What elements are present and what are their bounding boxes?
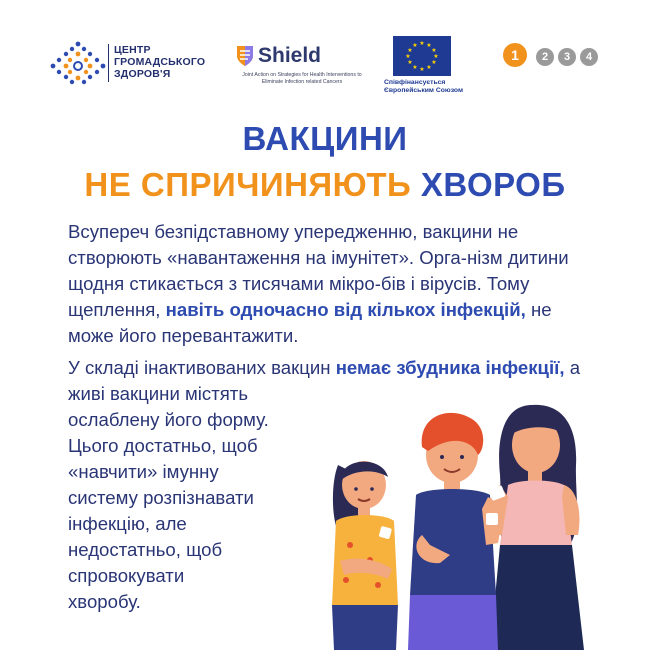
svg-text:★: ★ — [426, 42, 432, 49]
public-health-center-logo — [50, 40, 206, 86]
svg-text:★: ★ — [412, 42, 418, 49]
title-line2 — [0, 166, 650, 204]
svg-text:★: ★ — [407, 47, 413, 54]
para2-text: У складі інактивованих вакцин — [68, 357, 336, 378]
paragraph-immune-load — [68, 219, 588, 349]
para2-line: спровокувати — [68, 565, 185, 586]
svg-text:★: ★ — [419, 66, 425, 73]
para1-text: Всупереч безпідставному упередженню, вакцини не створюють «навантаження на імунітет». Орга-нізм дитини щодня стикається з тисячами мікро-бів і вірусів. Тому щеплення, — [68, 221, 569, 320]
svg-text:★: ★ — [431, 59, 437, 66]
shield-logo — [232, 42, 372, 92]
para2-text-mid: а живі вакцини містять — [68, 357, 581, 404]
page-3-badge: 3 — [558, 48, 576, 66]
shield-wordmark: Shield — [258, 44, 322, 67]
para2-line: інфекцію, але — [68, 513, 187, 534]
svg-text:★: ★ — [431, 47, 437, 54]
para2-line: «навчити» імунну — [68, 461, 219, 482]
para2-line: ослаблену його форму. — [68, 409, 269, 430]
eu-caption-line2: Європейським Союзом — [384, 87, 464, 94]
svg-text:★: ★ — [419, 40, 425, 47]
page-4-badge: 4 — [580, 48, 598, 66]
vaccinated-people-illustration — [300, 385, 650, 650]
svg-text:★: ★ — [426, 64, 432, 71]
shield-subtitle: Joint Action on Strategies for Health Interventions to Eliminate Infection related Cancers — [242, 72, 362, 85]
woman-figure-icon — [488, 405, 585, 650]
para1-text-end: не може його перевантажити. — [68, 299, 552, 346]
svg-text:★: ★ — [405, 53, 411, 60]
svg-text:★: ★ — [433, 53, 439, 60]
phc-logo-text — [114, 44, 205, 80]
svg-text:★: ★ — [412, 64, 418, 71]
title-end: ХВОРОБ — [420, 166, 566, 203]
eu-caption — [384, 79, 496, 95]
page-1-badge: 1 — [503, 43, 527, 67]
phc-line2: ГРОМАДСЬКОГО — [114, 56, 206, 68]
para2-line: хворобу. — [68, 591, 141, 612]
eu-caption-line1: Співфінансується — [384, 79, 446, 86]
logo-divider — [108, 44, 109, 82]
para2-line: недостатньо, щоб — [68, 539, 223, 560]
title-highlight: НЕ СПРИЧИНЯЮТЬ — [84, 166, 412, 203]
page-2-badge: 2 — [536, 48, 554, 66]
para2-line: систему розпізнавати — [68, 487, 254, 508]
phc-dots-icon — [50, 40, 106, 86]
eu-flag-icon — [393, 36, 451, 76]
title-line1: ВАКЦИНИ — [242, 120, 408, 157]
shield-mark-icon — [234, 44, 256, 68]
girl-figure-icon — [332, 461, 398, 650]
svg-text:★: ★ — [407, 59, 413, 66]
phc-line1: ЦЕНТР — [114, 44, 151, 56]
phc-line3: ЗДОРОВ'Я — [114, 68, 171, 80]
para2-bold: немає збудника інфекції, — [335, 357, 565, 378]
eu-cofunded-logo — [384, 36, 496, 98]
para2-line: Цього достатньо, щоб — [68, 435, 258, 456]
page-indicator — [503, 44, 613, 70]
boy-figure-icon — [408, 413, 500, 650]
para1-bold: навіть одночасно від кількох інфекцій, — [165, 299, 526, 320]
